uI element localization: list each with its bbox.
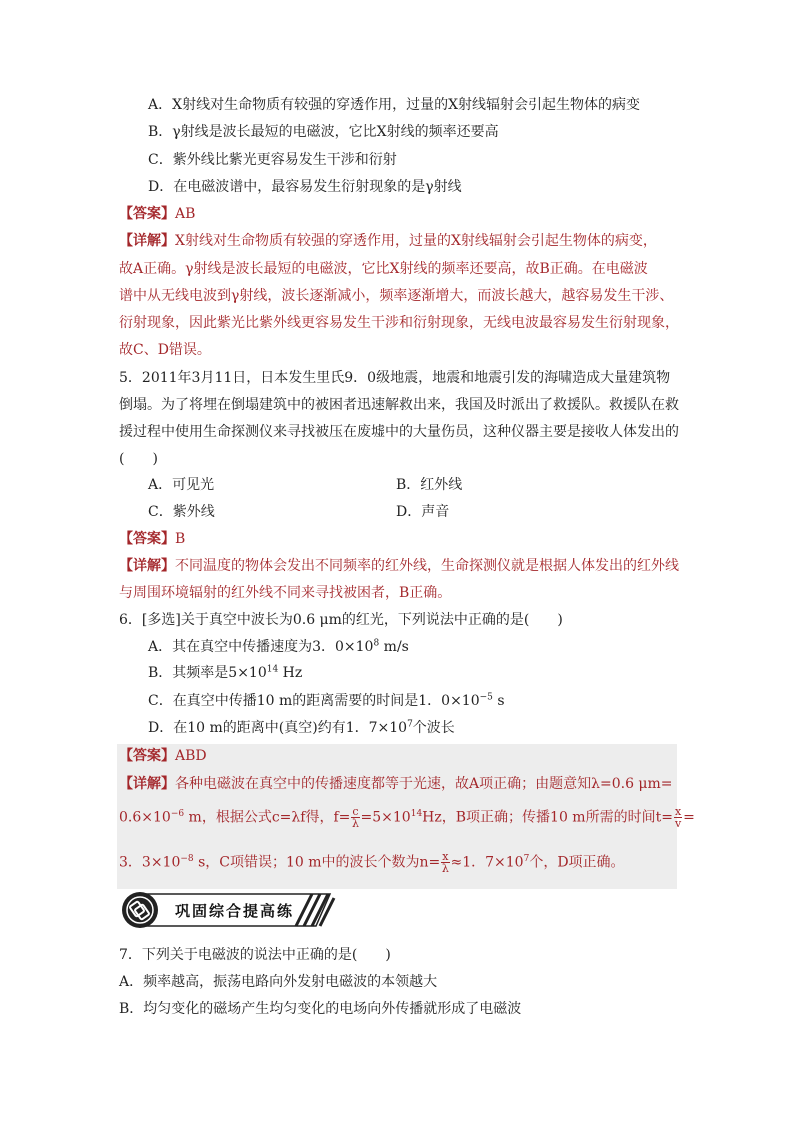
q6-explain-line-1 bbox=[119, 774, 673, 794]
q4-explain-line-5: 故C、D错误。 bbox=[119, 342, 211, 358]
explain-label: 【详解】 bbox=[119, 233, 175, 249]
q5-option-b: B．红外线 bbox=[396, 477, 463, 493]
q4-option-d: D．在电磁波谱中，最容易发生衍射现象的是γ射线 bbox=[148, 179, 462, 195]
answer-label: 【答案】 bbox=[119, 531, 175, 547]
q6-option-d: D．在10 m的距离中(真空)约有1．$7\times 10^7$个波长 bbox=[148, 719, 455, 736]
q5-stem-line-3: 援过程中使用生命探测仪来寻找被压在废墟中的大量伤员，这种仪器主要是接收人体发出的 bbox=[119, 424, 679, 440]
q5-option-d: D．声音 bbox=[396, 504, 450, 520]
q4-explain-line-3: 谱中从无线电波到γ射线，波长逐渐减小，频率逐渐增大，而波长越大，越容易发生干涉、 bbox=[119, 288, 674, 304]
explain-text: X射线对生命物质有较强的穿透作用，过量的X射线辐射会引起生物体的病变， bbox=[175, 233, 657, 249]
q6-explain-line-2: $0.6\times 10^{-6}$ m，根据公式c=λf得，f= $\frac{c}{\lambda}$ $=5\times 10^{14}Hz$，B项正确；传播10 m所需的时间t= $\frac{x}{v}$ = bbox=[119, 805, 695, 830]
q4-answer bbox=[119, 204, 195, 224]
section-banner-title: 巩固综合提高练 bbox=[175, 902, 295, 920]
answer-label: 【答案】 bbox=[119, 748, 175, 764]
q4-option-b: B．γ射线是波长最短的电磁波，它比X射线的频率还要高 bbox=[148, 124, 499, 140]
answer-value: AB bbox=[175, 206, 196, 222]
fraction-c-over-lambda: $\frac{c}{\lambda}$ bbox=[351, 805, 359, 830]
fraction-x-over-lambda: $\frac{x}{\lambda}$ bbox=[441, 850, 449, 875]
explain-text: 不同温度的物体会发出不同频率的红外线，生命探测仪就是根据人体发出的红外线 bbox=[175, 558, 679, 574]
q5-answer bbox=[119, 529, 185, 549]
q6-stem: 6．[多选]关于真空中波长为0.6 μm的红光，下列说法中正确的是( ) bbox=[119, 612, 563, 628]
answer-value: B bbox=[175, 531, 186, 547]
q5-option-a: A．可见光 bbox=[148, 477, 215, 493]
q6-option-c: C．在真空中传播10 m的距离需要的时间是1．$0\times 10^{-5}$ s bbox=[148, 692, 505, 709]
q4-explain-line-2: 故A正确。γ射线是波长最短的电磁波，它比X射线的频率还要高，故B正确。在电磁波 bbox=[119, 261, 648, 277]
q5-stem-line-1: 5．2011年3月11日，日本发生里氏9．0级地震，地震和地震引发的海啸造成大量建筑物 bbox=[119, 370, 671, 386]
answer-label: 【答案】 bbox=[119, 206, 175, 222]
q6-explain-line-3: 3．$3\times 10^{-8}$ s，C项错误；10 m中的波长个数为n= $\frac{x}{\lambda}$ ≈1．$7\times 10^7$个，D项正确。 bbox=[119, 850, 625, 875]
q4-option-a: A．X射线对生命物质有较强的穿透作用，过量的X射线辐射会引起生物体的病变 bbox=[148, 97, 641, 113]
q6-option-a: A．其在真空中传播速度为3．$0\times 10^8$ m/s bbox=[148, 638, 409, 655]
explain-label: 【详解】 bbox=[119, 558, 175, 574]
q4-explain-line-4: 衍射现象，因此紫光比紫外线更容易发生干涉和衍射现象，无线电波最容易发生衍射现象， bbox=[119, 315, 679, 331]
q6-option-b: B．其频率是$5\times 10^{14}$ Hz bbox=[148, 664, 303, 681]
answer-value: ABD bbox=[175, 748, 207, 764]
q7-option-a: A．频率越高，振荡电路向外发射电磁波的本领越大 bbox=[119, 974, 438, 990]
q7-option-b: B．均匀变化的磁场产生均匀变化的电场向外传播就形成了电磁波 bbox=[119, 1001, 522, 1017]
q4-explain-line-1 bbox=[119, 231, 657, 251]
explain-text: 各种电磁波在真空中的传播速度都等于光速，故A项正确；由题意知λ=0.6 μm= bbox=[175, 776, 673, 792]
q6-answer bbox=[119, 746, 207, 766]
q4-option-c: C．紫外线比紫光更容易发生干涉和衍射 bbox=[148, 152, 397, 168]
q5-explain-line-2: 与周围环境辐射的红外线不同来寻找被困者，B正确。 bbox=[119, 585, 452, 601]
fraction-x-over-v: $\frac{x}{v}$ bbox=[674, 805, 682, 830]
q5-stem-line-2: 倒塌。为了将埋在倒塌建筑中的被困者迅速解救出来，我国及时派出了救援队。救援队在救 bbox=[119, 397, 679, 413]
q7-stem: 7．下列关于电磁波的说法中正确的是( ) bbox=[119, 947, 391, 963]
q5-option-c: C．紫外线 bbox=[148, 504, 215, 520]
explain-label: 【详解】 bbox=[119, 776, 175, 792]
q5-stem-line-4: ( ) bbox=[119, 451, 158, 467]
q5-explain-line-1 bbox=[119, 556, 679, 576]
